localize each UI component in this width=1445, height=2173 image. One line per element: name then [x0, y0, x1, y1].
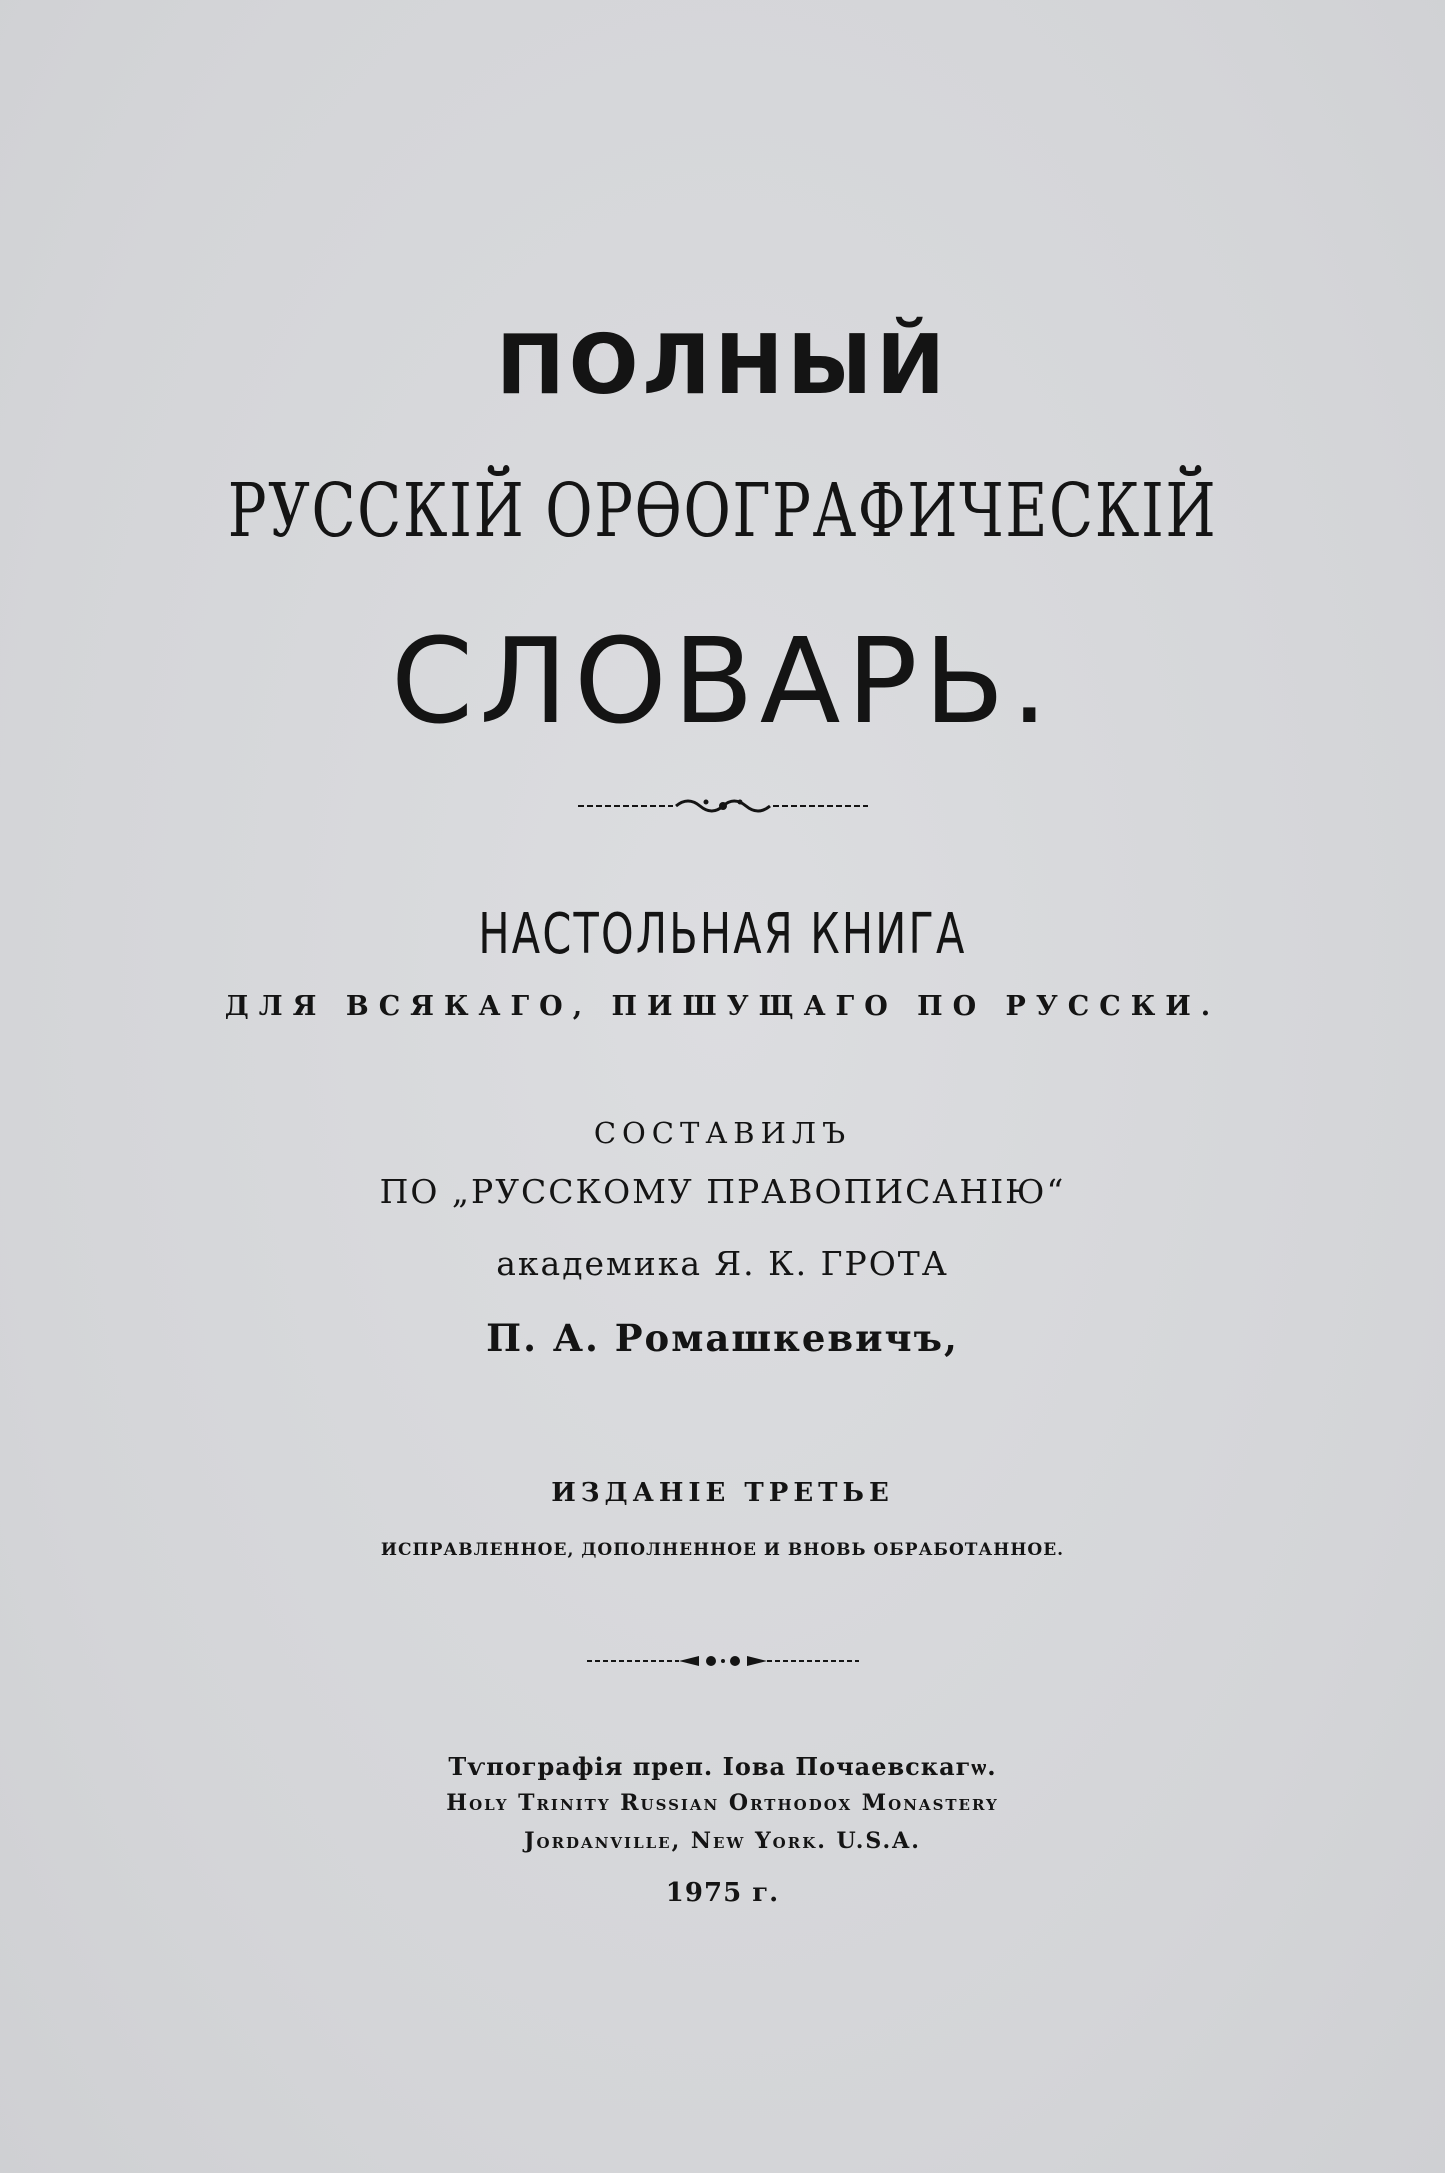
imprint-line-3: Jordanville, New York. U.S.A.	[524, 1828, 921, 1854]
compiler-line-2: ПО „РУССКОМУ ПРАВОПИСАНІЮ“	[379, 1172, 1066, 1211]
subtitle-line-1: НАСТОЛЬНАЯ КНИГА	[478, 902, 967, 967]
subtitle-line-2: ДЛЯ ВСЯКАГО, ПИШУЩАГО ПО РУССКИ.	[224, 991, 1221, 1022]
edition-line-1: ИЗДАНІЕ ТРЕТЬЕ	[551, 1478, 894, 1508]
edition-line-2: ИСПРАВЛЕННОЕ, ДОПОЛНЕННОЕ И ВНОВЬ ОБРАБОТАННОЕ.	[380, 1540, 1065, 1560]
ornamental-rule-icon	[0, 1648, 1445, 1678]
compiler-line-3: академика Я. К. ГРОТА	[496, 1244, 949, 1283]
compiler-line-4: П. А. Ромашкевичъ,	[486, 1316, 959, 1360]
title-line-1: ПОЛНЫЙ	[496, 318, 949, 413]
imprint-line-1: Тѵпографія преп. Іова Почаевскагѡ.	[448, 1752, 997, 1781]
imprint-year: 1975 г.	[665, 1878, 780, 1908]
compiler-line-1: СОСТАВИЛЪ	[593, 1116, 852, 1150]
title-line-2: РУССКІЙ ОРѲОГРАФИЧЕСКІЙ	[227, 468, 1218, 554]
ornamental-rule-icon	[0, 792, 1445, 824]
imprint-line-2: Holy Trinity Russian Orthodox Monastery	[446, 1790, 999, 1816]
title-line-3: СЛОВАРЬ.	[390, 612, 1055, 750]
